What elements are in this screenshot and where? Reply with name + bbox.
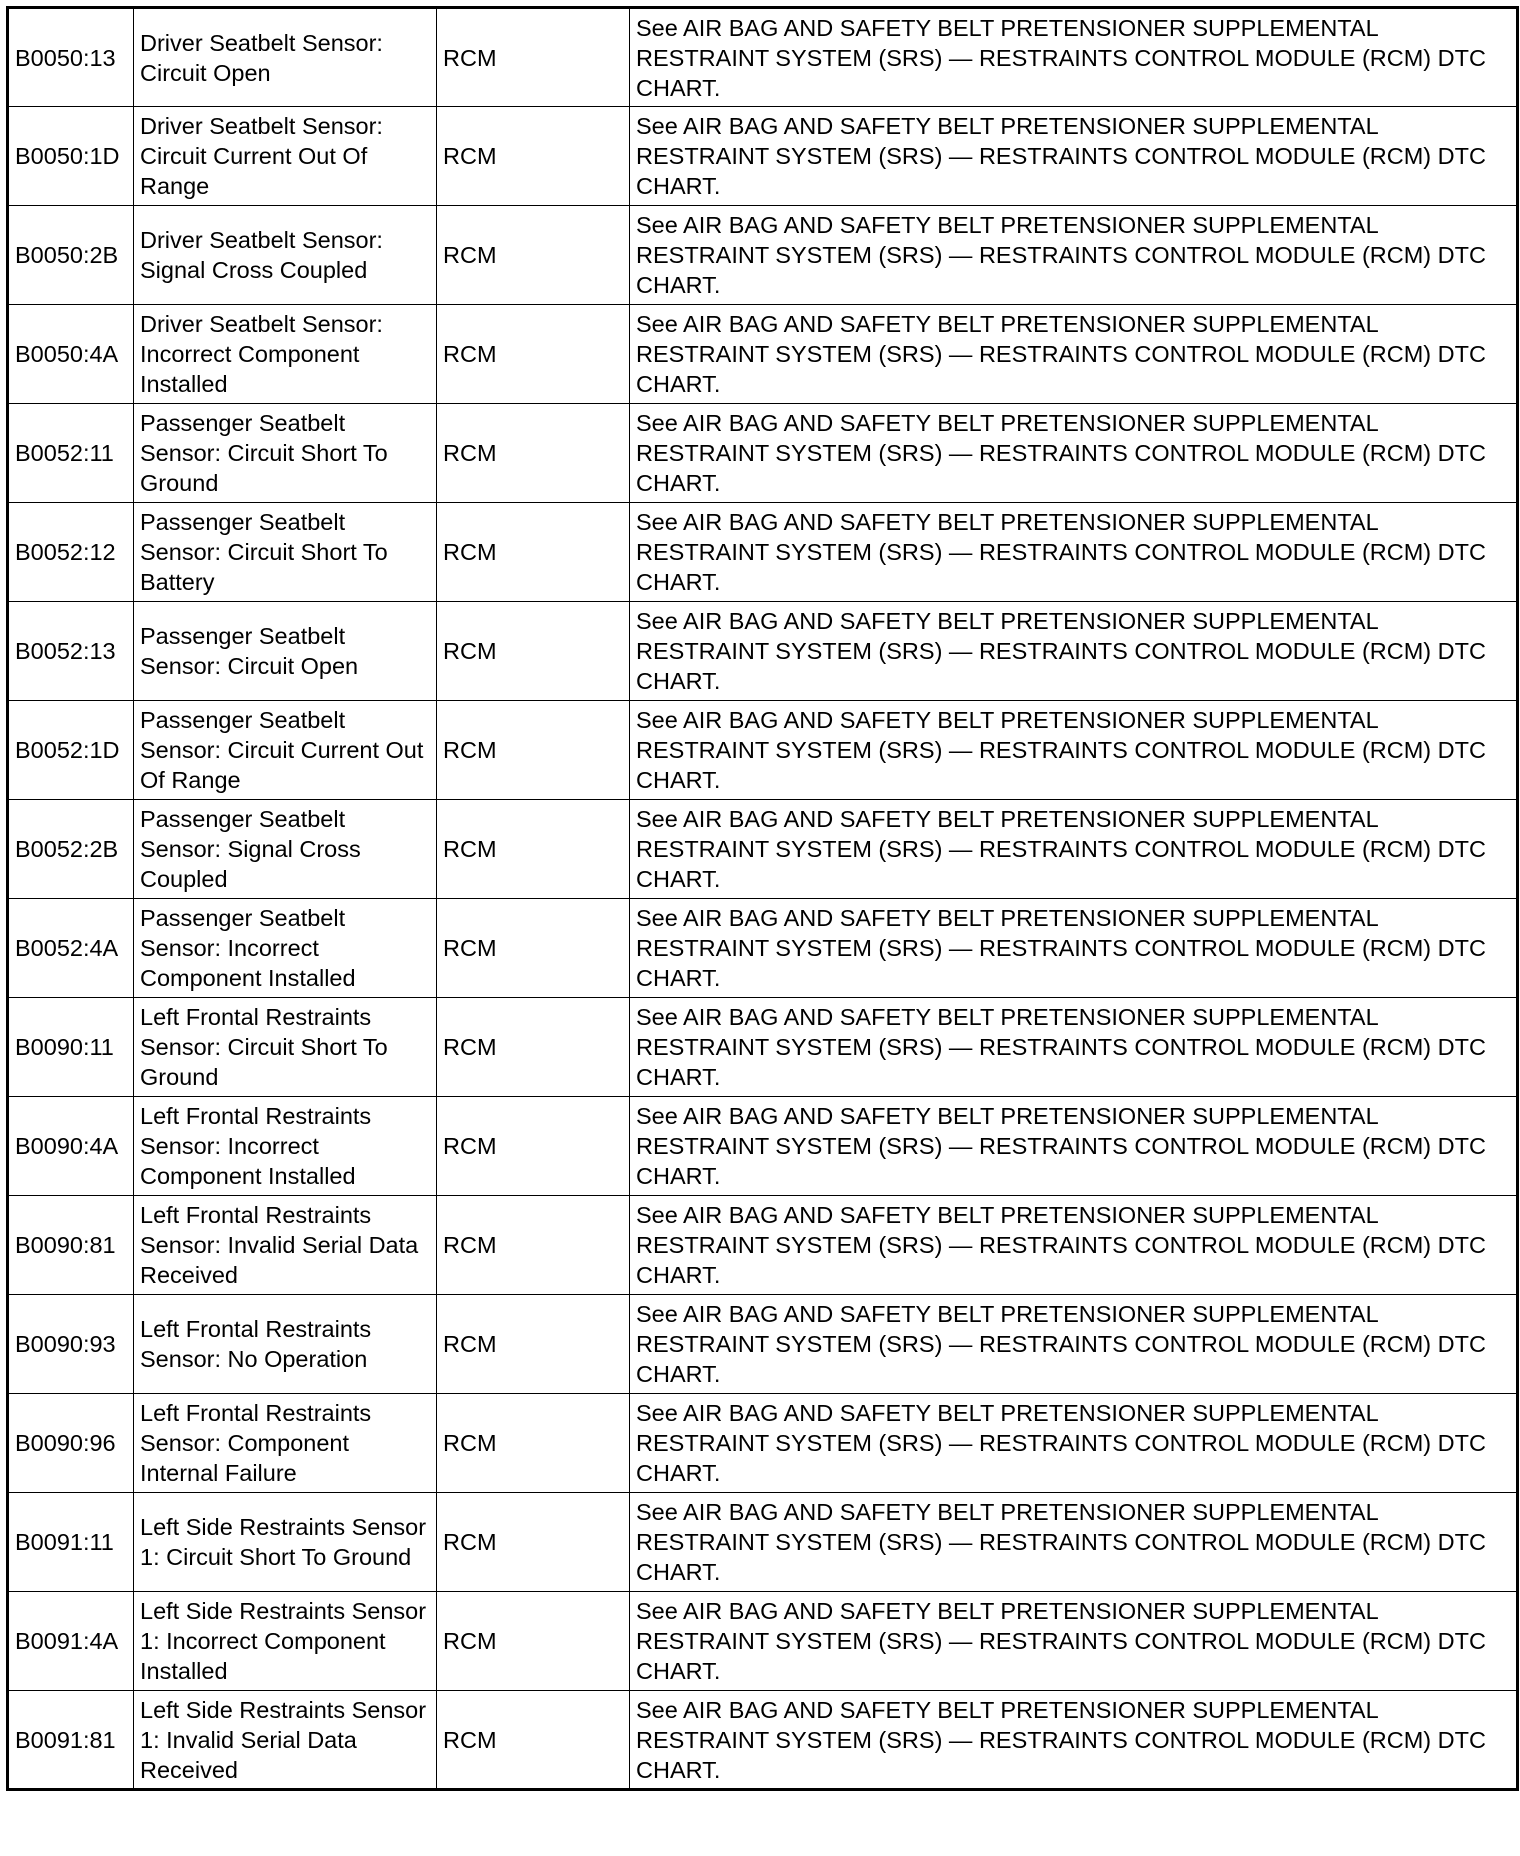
action-cell: See AIR BAG AND SAFETY BELT PRETENSIONER SUPPLEMENTAL RESTRAINT SYSTEM (SRS) — RESTRAINTS CONTROL MODULE (RCM) DTC CHART. xyxy=(630,899,1518,998)
table-row xyxy=(8,1592,1518,1691)
dtc-description-cell: Passenger Seatbelt Sensor: Circuit Short To Battery xyxy=(134,503,437,602)
dtc-code-cell: B0052:2B xyxy=(8,800,134,899)
dtc-description-cell: Left Frontal Restraints Sensor: Component Internal Failure xyxy=(134,1394,437,1493)
module-cell: RCM xyxy=(437,305,630,404)
dtc-description-cell: Passenger Seatbelt Sensor: Circuit Open xyxy=(134,602,437,701)
action-cell: See AIR BAG AND SAFETY BELT PRETENSIONER SUPPLEMENTAL RESTRAINT SYSTEM (SRS) — RESTRAINTS CONTROL MODULE (RCM) DTC CHART. xyxy=(630,404,1518,503)
dtc-description-cell: Driver Seatbelt Sensor: Circuit Current Out Of Range xyxy=(134,107,437,206)
module-cell: RCM xyxy=(437,8,630,107)
dtc-description-cell: Driver Seatbelt Sensor: Signal Cross Coupled xyxy=(134,206,437,305)
action-cell: See AIR BAG AND SAFETY BELT PRETENSIONER SUPPLEMENTAL RESTRAINT SYSTEM (SRS) — RESTRAINTS CONTROL MODULE (RCM) DTC CHART. xyxy=(630,107,1518,206)
table-row xyxy=(8,701,1518,800)
module-cell: RCM xyxy=(437,206,630,305)
dtc-code-cell: B0090:81 xyxy=(8,1196,134,1295)
module-cell: RCM xyxy=(437,107,630,206)
module-cell: RCM xyxy=(437,1394,630,1493)
module-cell: RCM xyxy=(437,998,630,1097)
action-cell: See AIR BAG AND SAFETY BELT PRETENSIONER SUPPLEMENTAL RESTRAINT SYSTEM (SRS) — RESTRAINTS CONTROL MODULE (RCM) DTC CHART. xyxy=(630,305,1518,404)
dtc-code-cell: B0052:13 xyxy=(8,602,134,701)
dtc-code-cell: B0052:11 xyxy=(8,404,134,503)
module-cell: RCM xyxy=(437,1295,630,1394)
module-cell: RCM xyxy=(437,1592,630,1691)
dtc-code-cell: B0090:11 xyxy=(8,998,134,1097)
module-cell: RCM xyxy=(437,701,630,800)
action-cell: See AIR BAG AND SAFETY BELT PRETENSIONER SUPPLEMENTAL RESTRAINT SYSTEM (SRS) — RESTRAINTS CONTROL MODULE (RCM) DTC CHART. xyxy=(630,1196,1518,1295)
action-cell: See AIR BAG AND SAFETY BELT PRETENSIONER SUPPLEMENTAL RESTRAINT SYSTEM (SRS) — RESTRAINTS CONTROL MODULE (RCM) DTC CHART. xyxy=(630,602,1518,701)
dtc-code-cell: B0050:1D xyxy=(8,107,134,206)
dtc-description-cell: Left Side Restraints Sensor 1: Circuit Short To Ground xyxy=(134,1493,437,1592)
dtc-description-cell: Passenger Seatbelt Sensor: Circuit Short To Ground xyxy=(134,404,437,503)
action-cell: See AIR BAG AND SAFETY BELT PRETENSIONER SUPPLEMENTAL RESTRAINT SYSTEM (SRS) — RESTRAINTS CONTROL MODULE (RCM) DTC CHART. xyxy=(630,8,1518,107)
dtc-code-cell: B0090:96 xyxy=(8,1394,134,1493)
module-cell: RCM xyxy=(437,1097,630,1196)
table-row xyxy=(8,1097,1518,1196)
action-cell: See AIR BAG AND SAFETY BELT PRETENSIONER SUPPLEMENTAL RESTRAINT SYSTEM (SRS) — RESTRAINTS CONTROL MODULE (RCM) DTC CHART. xyxy=(630,1097,1518,1196)
dtc-description-cell: Left Side Restraints Sensor 1: Incorrect Component Installed xyxy=(134,1592,437,1691)
dtc-description-cell: Driver Seatbelt Sensor: Incorrect Component Installed xyxy=(134,305,437,404)
table-row xyxy=(8,800,1518,899)
module-cell: RCM xyxy=(437,404,630,503)
dtc-description-cell: Passenger Seatbelt Sensor: Circuit Current Out Of Range xyxy=(134,701,437,800)
table-row xyxy=(8,998,1518,1097)
action-cell: See AIR BAG AND SAFETY BELT PRETENSIONER SUPPLEMENTAL RESTRAINT SYSTEM (SRS) — RESTRAINTS CONTROL MODULE (RCM) DTC CHART. xyxy=(630,1691,1518,1790)
action-cell: See AIR BAG AND SAFETY BELT PRETENSIONER SUPPLEMENTAL RESTRAINT SYSTEM (SRS) — RESTRAINTS CONTROL MODULE (RCM) DTC CHART. xyxy=(630,206,1518,305)
action-cell: See AIR BAG AND SAFETY BELT PRETENSIONER SUPPLEMENTAL RESTRAINT SYSTEM (SRS) — RESTRAINTS CONTROL MODULE (RCM) DTC CHART. xyxy=(630,1592,1518,1691)
dtc-code-cell: B0050:4A xyxy=(8,305,134,404)
module-cell: RCM xyxy=(437,503,630,602)
module-cell: RCM xyxy=(437,800,630,899)
module-cell: RCM xyxy=(437,602,630,701)
action-cell: See AIR BAG AND SAFETY BELT PRETENSIONER SUPPLEMENTAL RESTRAINT SYSTEM (SRS) — RESTRAINTS CONTROL MODULE (RCM) DTC CHART. xyxy=(630,701,1518,800)
module-cell: RCM xyxy=(437,1691,630,1790)
table-row xyxy=(8,602,1518,701)
dtc-code-cell: B0091:81 xyxy=(8,1691,134,1790)
table-row xyxy=(8,1196,1518,1295)
dtc-code-cell: B0052:4A xyxy=(8,899,134,998)
table-row xyxy=(8,107,1518,206)
dtc-description-cell: Left Side Restraints Sensor 1: Invalid Serial Data Received xyxy=(134,1691,437,1790)
action-cell: See AIR BAG AND SAFETY BELT PRETENSIONER SUPPLEMENTAL RESTRAINT SYSTEM (SRS) — RESTRAINTS CONTROL MODULE (RCM) DTC CHART. xyxy=(630,503,1518,602)
module-cell: RCM xyxy=(437,899,630,998)
action-cell: See AIR BAG AND SAFETY BELT PRETENSIONER SUPPLEMENTAL RESTRAINT SYSTEM (SRS) — RESTRAINTS CONTROL MODULE (RCM) DTC CHART. xyxy=(630,998,1518,1097)
table-row xyxy=(8,8,1518,107)
table-row xyxy=(8,404,1518,503)
dtc-description-cell: Driver Seatbelt Sensor: Circuit Open xyxy=(134,8,437,107)
dtc-description-cell: Left Frontal Restraints Sensor: No Operation xyxy=(134,1295,437,1394)
dtc-code-cell: B0090:4A xyxy=(8,1097,134,1196)
action-cell: See AIR BAG AND SAFETY BELT PRETENSIONER SUPPLEMENTAL RESTRAINT SYSTEM (SRS) — RESTRAINTS CONTROL MODULE (RCM) DTC CHART. xyxy=(630,800,1518,899)
dtc-code-cell: B0052:1D xyxy=(8,701,134,800)
dtc-code-cell: B0052:12 xyxy=(8,503,134,602)
table-row xyxy=(8,1493,1518,1592)
action-cell: See AIR BAG AND SAFETY BELT PRETENSIONER SUPPLEMENTAL RESTRAINT SYSTEM (SRS) — RESTRAINTS CONTROL MODULE (RCM) DTC CHART. xyxy=(630,1394,1518,1493)
dtc-table-body xyxy=(8,8,1518,1790)
dtc-description-cell: Left Frontal Restraints Sensor: Circuit Short To Ground xyxy=(134,998,437,1097)
table-row xyxy=(8,1295,1518,1394)
dtc-description-cell: Passenger Seatbelt Sensor: Incorrect Component Installed xyxy=(134,899,437,998)
dtc-code-cell: B0091:4A xyxy=(8,1592,134,1691)
dtc-description-cell: Passenger Seatbelt Sensor: Signal Cross Coupled xyxy=(134,800,437,899)
dtc-code-cell: B0050:13 xyxy=(8,8,134,107)
table-row xyxy=(8,1691,1518,1790)
dtc-description-cell: Left Frontal Restraints Sensor: Invalid Serial Data Received xyxy=(134,1196,437,1295)
action-cell: See AIR BAG AND SAFETY BELT PRETENSIONER SUPPLEMENTAL RESTRAINT SYSTEM (SRS) — RESTRAINTS CONTROL MODULE (RCM) DTC CHART. xyxy=(630,1295,1518,1394)
table-row xyxy=(8,503,1518,602)
module-cell: RCM xyxy=(437,1493,630,1592)
dtc-code-cell: B0050:2B xyxy=(8,206,134,305)
dtc-table xyxy=(6,6,1519,1791)
module-cell: RCM xyxy=(437,1196,630,1295)
table-row xyxy=(8,899,1518,998)
table-row xyxy=(8,1394,1518,1493)
table-row xyxy=(8,305,1518,404)
dtc-code-cell: B0091:11 xyxy=(8,1493,134,1592)
dtc-code-cell: B0090:93 xyxy=(8,1295,134,1394)
action-cell: See AIR BAG AND SAFETY BELT PRETENSIONER SUPPLEMENTAL RESTRAINT SYSTEM (SRS) — RESTRAINTS CONTROL MODULE (RCM) DTC CHART. xyxy=(630,1493,1518,1592)
dtc-description-cell: Left Frontal Restraints Sensor: Incorrect Component Installed xyxy=(134,1097,437,1196)
table-row xyxy=(8,206,1518,305)
